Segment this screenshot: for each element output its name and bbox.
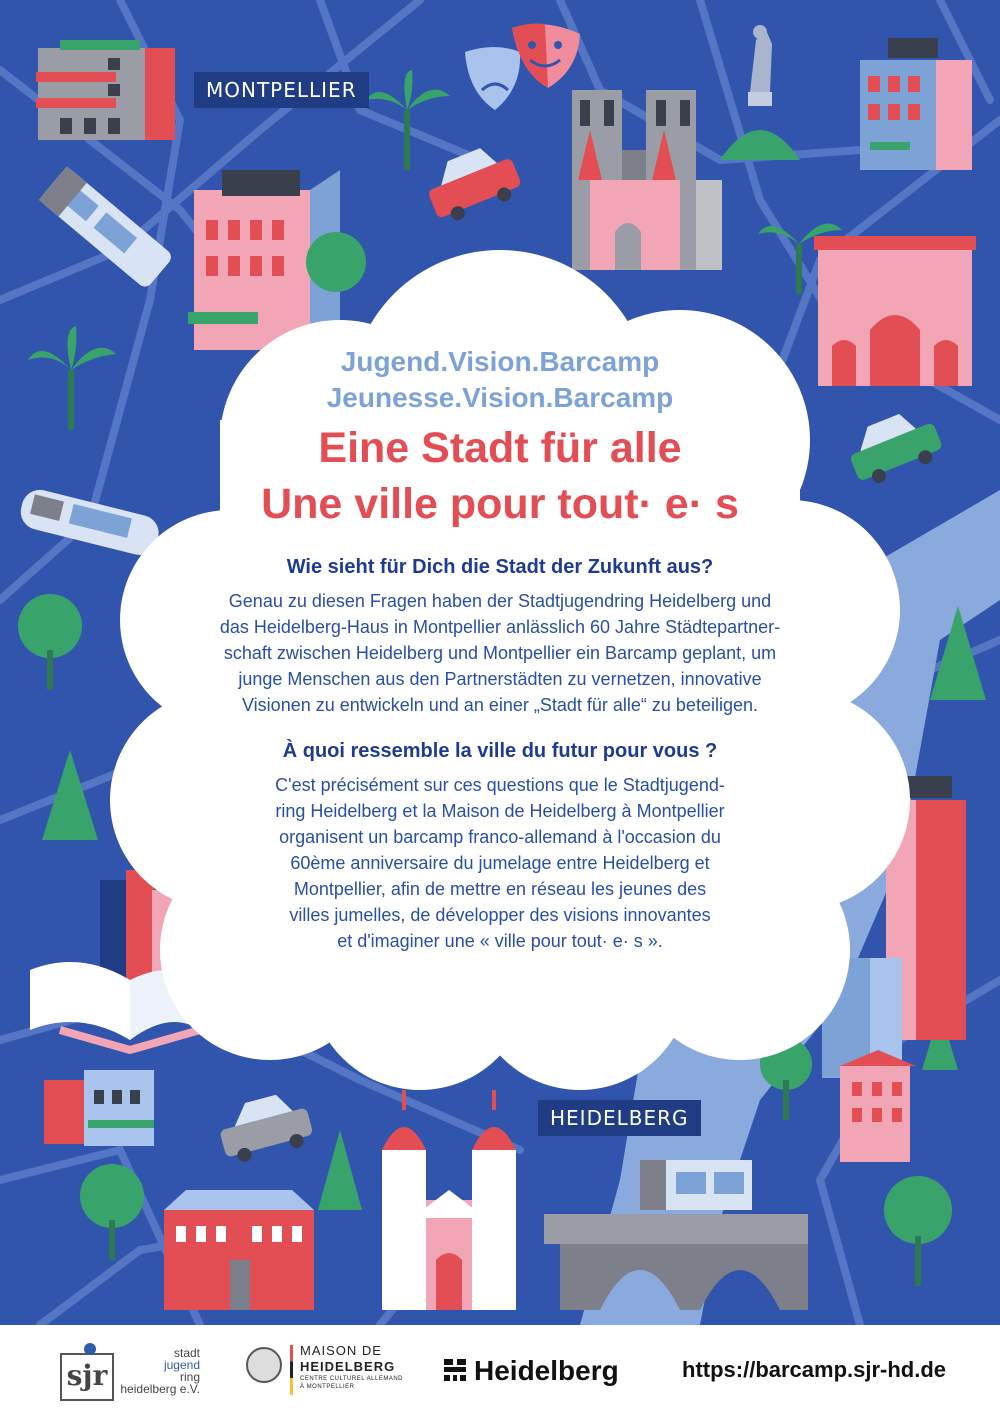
bridge-icon	[544, 1214, 808, 1310]
paragraph-fr-line: Montpellier, afin de mettre en réseau les jeunes des	[293, 879, 707, 899]
cathedral-icon	[572, 90, 722, 270]
paragraph-de-line: junge Menschen aus den Partnerstädten zu vernetzen, innovative	[238, 669, 762, 689]
tree-icon	[80, 1164, 144, 1260]
heidelberg-wordmark: Heidelberg	[474, 1355, 619, 1386]
question-fr: À quoi ressemble la ville du futur pour vous ?	[282, 740, 718, 762]
paragraph-de-line: Genau zu diesen Fragen haben der Stadtjugendring Heidelberg und	[228, 591, 772, 611]
seal-icon	[246, 1347, 282, 1383]
tree-icon	[18, 594, 82, 690]
building-solar-icon	[860, 38, 972, 170]
maison-line: À MONTPELLIER	[300, 1384, 355, 1390]
maison-line: CENTRE CULTUREL ALLEMAND	[300, 1376, 404, 1382]
building-icon	[840, 1050, 916, 1162]
car-icon	[420, 139, 526, 227]
headline-fr: Une ville pour tout· e· s	[261, 480, 739, 528]
sjr-line: heidelberg e.V.	[120, 1382, 200, 1396]
heidelberg-mark-icon	[444, 1359, 466, 1381]
town-hall-icon	[164, 1190, 314, 1310]
paragraph-fr-line: organisent un barcamp franco-allemand à l'occasion du	[279, 827, 721, 847]
building-icon	[44, 1070, 154, 1146]
apartment-building-icon	[36, 40, 175, 140]
paragraph-fr-line: 60ème anniversaire du jumelage entre Heidelberg et	[290, 853, 710, 873]
sjr-monogram: sjr	[60, 1353, 114, 1401]
maison-de-heidelberg-logo[interactable]	[246, 1343, 416, 1403]
website-link[interactable]: https://barcamp.sjr-hd.de	[682, 1357, 947, 1382]
headline-de: Eine Stadt für alle	[318, 424, 682, 472]
car-icon	[214, 1088, 316, 1166]
palm-tree-icon	[28, 326, 116, 430]
sjr-dot-icon	[84, 1343, 96, 1355]
sjr-wordmark	[120, 1347, 200, 1395]
subtitle-de: Jugend.Vision.Barcamp	[340, 346, 660, 377]
tree-icon	[884, 1176, 952, 1286]
tree-icon	[318, 1130, 362, 1210]
paragraph-de-line: Visionen zu entwickeln und an einer „Stadt für alle“ zu beteiligen.	[242, 695, 758, 715]
maison-line: HEIDELBERG	[300, 1359, 396, 1374]
tram-icon	[640, 1160, 752, 1210]
theatre-masks-icon	[465, 24, 580, 111]
maison-wordmark	[300, 1343, 403, 1391]
city-label-heidelberg: HEIDELBERG	[538, 1100, 701, 1136]
tree-icon	[306, 232, 366, 292]
paragraph-de-line: schaft zwischen Heidelberg und Montpellier ein Barcamp geplant, um	[223, 643, 777, 663]
subtitle-fr: Jeunesse.Vision.Barcamp	[326, 382, 674, 413]
sjr-line: stadt	[173, 1346, 200, 1360]
paragraph-fr-line: C'est précisément sur ces questions que le Stadtjugend-	[275, 775, 725, 795]
tree-icon	[42, 750, 98, 840]
flag-bar-icon	[290, 1345, 293, 1395]
paragraph-fr-line: et d'imaginer une « ville pour tout· e· s ».	[337, 931, 663, 951]
city-label-montpellier: MONTPELLIER	[194, 72, 369, 108]
sjr-logo[interactable]	[60, 1343, 210, 1403]
content-block	[150, 344, 850, 954]
car-icon	[842, 403, 947, 490]
paragraph-fr-line: villes jumelles, de développer des visions innovantes	[289, 905, 711, 925]
tram-icon	[17, 486, 163, 559]
sjr-line: jugend	[163, 1358, 200, 1372]
question-de: Wie sieht für Dich die Stadt der Zukunft aus?	[286, 556, 714, 578]
footer	[0, 1325, 1000, 1417]
statue-icon	[720, 25, 800, 160]
maison-line: MAISON DE	[300, 1343, 382, 1358]
sjr-line: ring	[179, 1370, 200, 1384]
paragraph-de-line: das Heidelberg-Haus in Montpellier anlässlich 60 Jahre Städtepartner-	[219, 617, 781, 637]
paragraph-fr-line: ring Heidelberg et la Maison de Heidelberg à Montpellier	[275, 801, 725, 821]
